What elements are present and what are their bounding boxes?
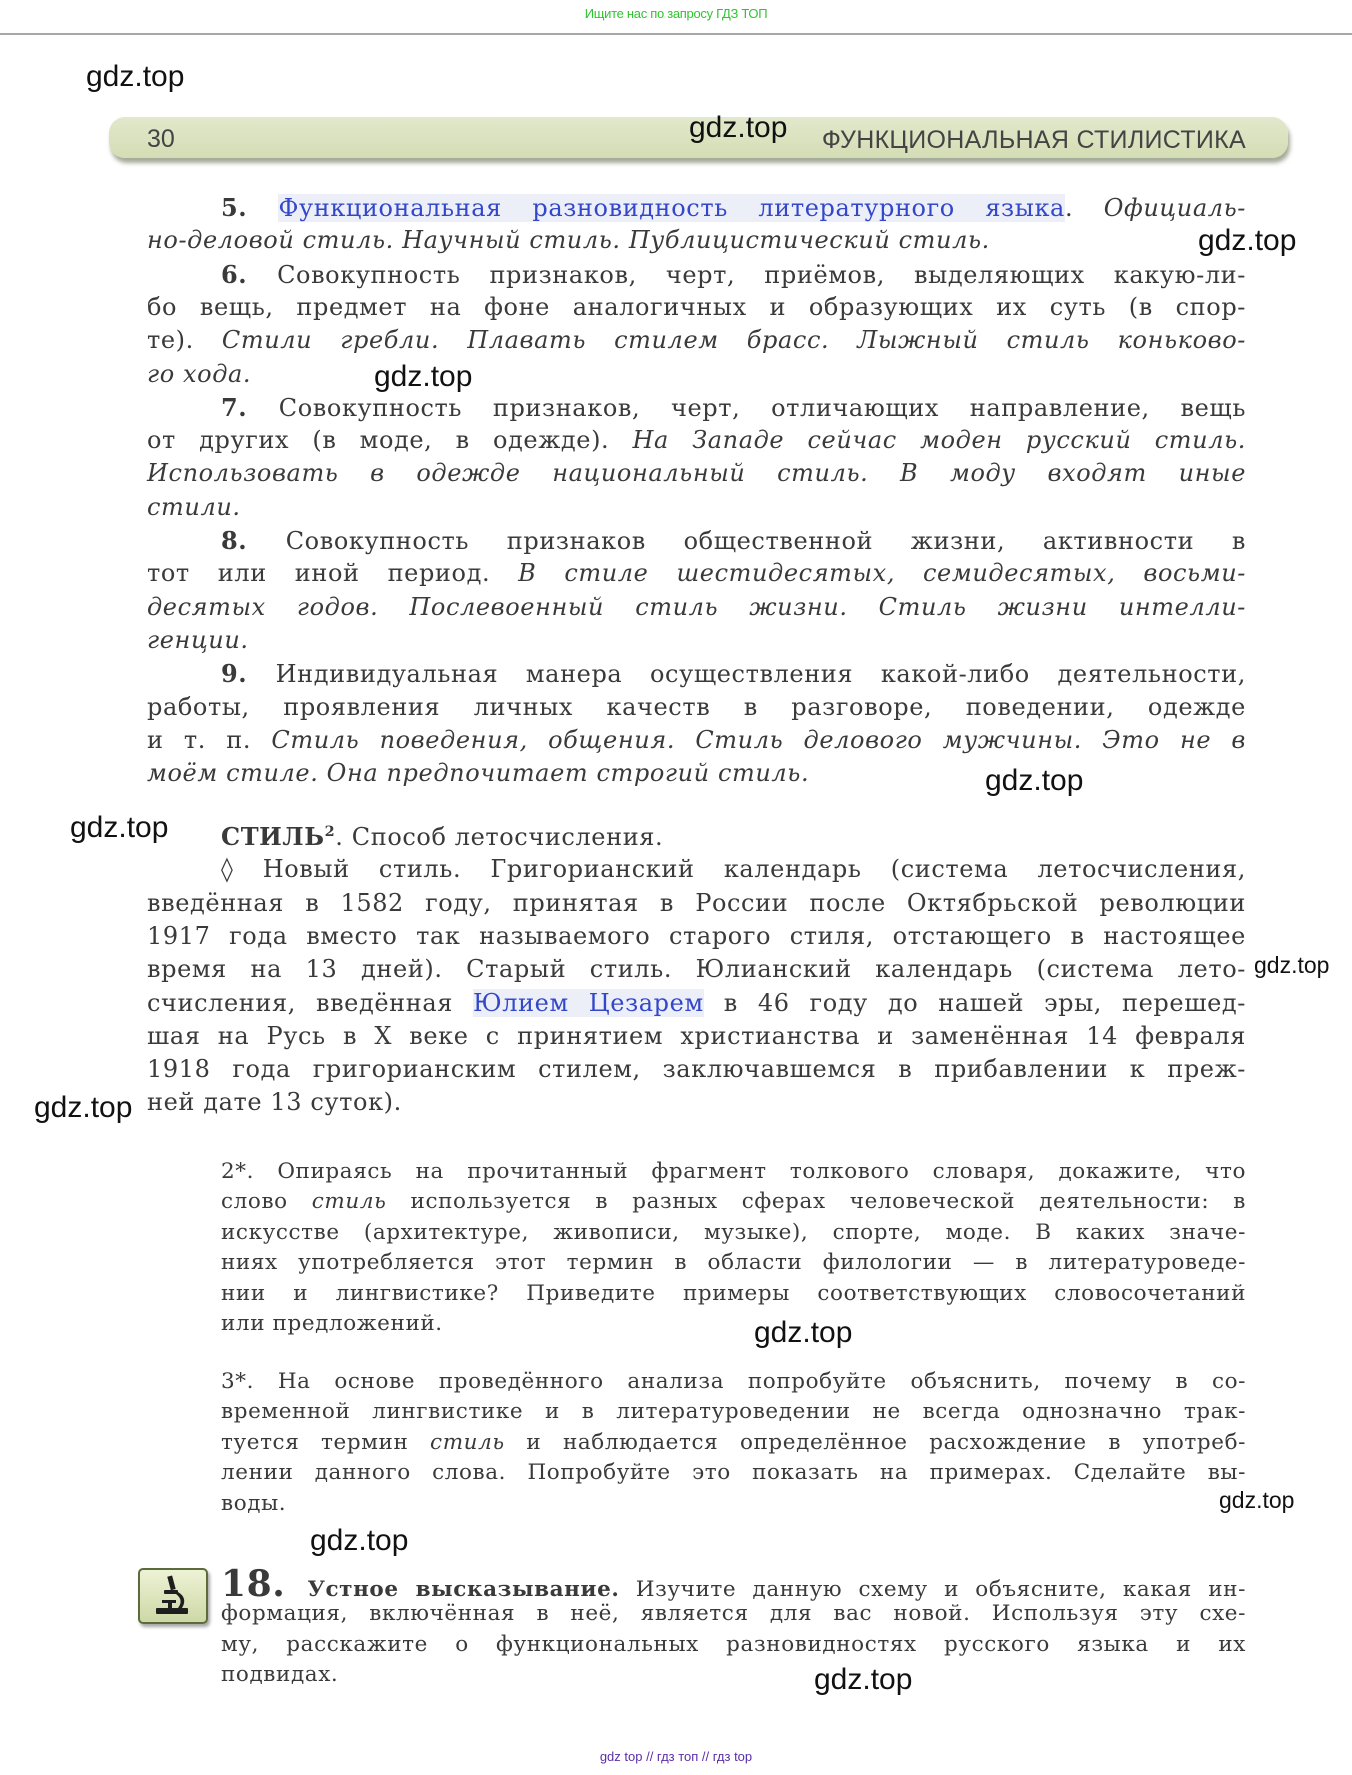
text-segment: временной лингвистике и в литературоведении не всегда однозначно трак-	[221, 1399, 1246, 1425]
text-line	[147, 459, 1246, 487]
text-segment: шая на Русь в X веке с принятием христианства и заменённая 14 февраля	[147, 1021, 1246, 1050]
watermark: gdz.top	[70, 811, 169, 844]
text-segment: и т. п.	[147, 725, 272, 754]
text-segment: воды.	[221, 1490, 287, 1516]
text-line	[147, 889, 1246, 917]
text-segment: тот или иной период.	[147, 559, 519, 588]
text-segment: бо вещь, предмет на фоне аналогичных и образующих их суть (в спор-	[147, 292, 1246, 321]
text-line	[221, 855, 1246, 883]
text-segment: 2*. Опираясь на прочитанный фрагмент толкового словаря, докажите, что	[221, 1159, 1246, 1184]
text-segment: Изучите данную схему и объясните, какая ин-	[619, 1577, 1246, 1602]
text-segment: Стиль поведения, общения. Стиль делового мужчины. Это не в	[271, 725, 1247, 754]
text-line	[221, 1189, 1246, 1214]
text-segment: подвидах.	[221, 1662, 339, 1688]
text-segment: искусстве (архитектуре, живописи, музыке), спорте, моде. В каких значе-	[221, 1219, 1246, 1245]
text-line	[147, 360, 1246, 388]
text-segment: На Западе сейчас моден русский стиль.	[632, 426, 1246, 455]
text-segment: 7.	[221, 392, 279, 422]
text-segment: .	[1064, 194, 1104, 222]
text-segment: Официаль-	[1103, 194, 1246, 222]
text-segment: от других (в моде, в одежде).	[147, 426, 633, 455]
text-segment: стили.	[147, 492, 241, 521]
text-line	[221, 1399, 1246, 1424]
microscope-icon	[138, 1568, 208, 1624]
search-banner: Ищите нас по запросу ГДЗ ТОП	[584, 6, 768, 21]
watermark: gdz.top	[374, 360, 473, 393]
text-line	[221, 1281, 1246, 1306]
text-segment: В стиле шестидесятых, семидесятых, восьми-	[518, 559, 1246, 588]
watermark: gdz.top	[86, 60, 185, 93]
text-line	[147, 326, 1246, 354]
watermark: gdz.top	[985, 764, 1084, 797]
text-segment: счисления, введённая	[147, 988, 473, 1017]
text-segment: время на 13 дней). Старый стиль. Юлианский календарь (система лето-	[147, 955, 1246, 984]
text-line	[147, 593, 1246, 621]
text-line	[221, 1430, 1246, 1455]
text-segment: или предложений.	[221, 1311, 443, 1336]
text-line	[221, 1491, 1246, 1516]
text-line	[221, 193, 1246, 222]
text-segment: му, расскажите о функциональных разновидностях русского языка и их	[221, 1631, 1246, 1657]
text-segment: Совокупность признаков, черт, отличающих направление, вещь	[278, 393, 1246, 422]
text-segment: в 46 году до нашей эры, перешед-	[703, 988, 1246, 1017]
text-line	[221, 822, 1246, 851]
text-line	[147, 693, 1246, 721]
watermark: gdz.top	[754, 1316, 853, 1349]
text-line	[221, 659, 1246, 688]
text-segment: Индивидуальная манера осуществления какой-либо деятельности,	[275, 660, 1246, 689]
text-line	[221, 1369, 1246, 1394]
text-segment: 18.	[221, 1563, 308, 1605]
text-line	[221, 1632, 1246, 1657]
text-line	[147, 226, 1246, 254]
text-segment: Совокупность признаков, черт, приёмов, выделяющих какую-ли-	[277, 260, 1246, 289]
text-line	[221, 526, 1246, 555]
watermark: gdz.top	[1198, 224, 1297, 257]
text-segment: десятых годов. Послевоенный стиль жизни. Стиль жизни интелли-	[147, 592, 1246, 621]
text-segment: Стили гребли. Плавать стилем брасс. Лыжный стиль коньково-	[221, 326, 1246, 355]
text-segment: лении данного слова. Попробуйте это показать на примерах. Сделайте вы-	[221, 1460, 1246, 1486]
text-segment: 6.	[221, 259, 278, 289]
text-segment: ◊ Новый стиль. Григорианский календарь (система летосчисления,	[221, 855, 1246, 884]
text-segment: формация, включённая в неё, является для вас новой. Используя эту схе-	[221, 1601, 1246, 1627]
text-segment: и наблюдается определённое расхождение в употреб-	[504, 1429, 1246, 1455]
text-line	[147, 955, 1246, 983]
text-line	[221, 393, 1246, 422]
text-segment: нии и лингвистике? Приведите примеры соответствующих словосочетаний	[221, 1280, 1246, 1306]
text-line	[147, 726, 1246, 754]
text-segment: 5.	[221, 193, 279, 222]
watermark: gdz.top	[689, 111, 788, 144]
text-segment: го хода.	[147, 359, 252, 388]
text-segment: стиль	[430, 1429, 505, 1455]
text-segment: СТИЛЬ	[221, 822, 325, 851]
text-line	[147, 1055, 1246, 1083]
text-segment: Устное высказывание.	[307, 1577, 620, 1602]
text-segment: введённая в 1582 году, принятая в России после Октябрьской революции	[147, 888, 1246, 917]
text-segment: работы, проявления личных качеств в разговоре, поведении, одежде	[147, 692, 1246, 721]
text-line	[147, 1088, 1246, 1116]
divider	[0, 33, 1352, 35]
text-segment: генции.	[147, 625, 249, 654]
text-line	[221, 1220, 1246, 1245]
text-segment: стиль	[311, 1189, 387, 1215]
chapter-title: ФУНКЦИОНАЛЬНАЯ СТИЛИСТИКА	[821, 126, 1246, 154]
text-segment: 3*. На основе проведённого анализа попробуйте объяснить, почему в со-	[221, 1369, 1246, 1394]
text-segment: моём стиле. Она предпочитает строгий стиль.	[147, 759, 810, 788]
dictionary-link[interactable]: Функциональная разновидность литературного языка	[278, 194, 1065, 222]
watermark: gdz.top	[310, 1524, 409, 1557]
text-line	[221, 1460, 1246, 1485]
text-segment: используется в разных сферах человеческой деятельности: в	[386, 1189, 1246, 1215]
watermark: gdz.top	[34, 1091, 133, 1124]
text-line	[147, 626, 1246, 654]
text-segment: туется термин	[221, 1429, 431, 1455]
text-segment: ниях употребляется этот термин в области филологии — в литературоведе-	[221, 1250, 1246, 1276]
watermark: gdz.top	[1219, 1487, 1295, 1513]
watermark: gdz.top	[814, 1663, 913, 1696]
dictionary-link[interactable]: Юлием Цезарем	[473, 988, 704, 1017]
text-segment: 1918 года григорианским стилем, заключавшемся в прибавлении к преж-	[147, 1055, 1246, 1084]
watermark: gdz.top	[1254, 952, 1330, 978]
text-segment: . Способ летосчисления.	[335, 823, 664, 851]
footer-links: gdz top // гдз топ // гдз top	[599, 1749, 753, 1764]
text-segment: Использовать в одежде национальный стиль. В моду входят иные	[147, 459, 1246, 488]
text-segment: 9.	[221, 659, 276, 689]
text-line	[147, 493, 1246, 521]
text-line	[221, 1662, 1246, 1687]
text-line	[221, 1601, 1246, 1626]
page-number: 30	[147, 125, 175, 153]
text-line	[147, 1022, 1246, 1050]
text-line	[147, 989, 1246, 1017]
text-segment: те).	[147, 326, 222, 355]
text-line	[221, 1563, 1246, 1605]
text-segment: Совокупность признаков общественной жизни, активности в	[285, 527, 1247, 555]
text-segment: 1917 года вместо так называемого старого стиля, отстающего в настоящее	[147, 921, 1246, 950]
text-line	[221, 1159, 1246, 1184]
text-line	[221, 1250, 1246, 1275]
text-line	[221, 1311, 1246, 1336]
text-segment: 8.	[221, 526, 286, 555]
text-segment: слово	[221, 1189, 312, 1215]
text-segment: 2	[324, 823, 336, 840]
text-line	[221, 260, 1246, 289]
text-segment: но-деловой стиль. Научный стиль. Публицистический стиль.	[147, 226, 990, 255]
text-segment: ней дате 13 суток).	[147, 1088, 402, 1117]
text-line	[147, 426, 1246, 454]
text-line	[147, 559, 1246, 587]
text-line	[147, 922, 1246, 950]
text-line	[147, 293, 1246, 321]
